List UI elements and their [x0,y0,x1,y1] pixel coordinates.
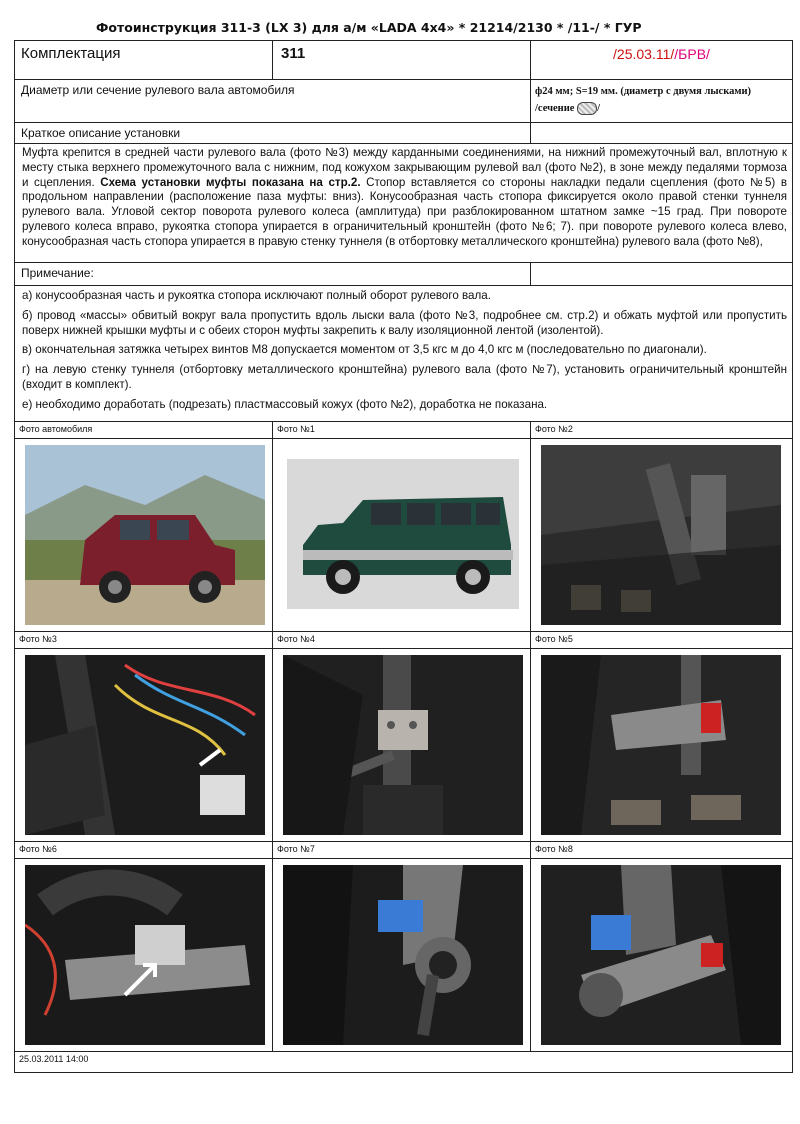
pedals-image [541,445,781,625]
shaft-value-line1: ф24 мм; S=19 мм. (диаметр с двумя лысками) [535,86,752,97]
car-green-image [283,445,523,625]
photo-label: Фото автомобиля [15,421,273,438]
install-text-2: Стопор вставляется со стороны накладки педали сцепления (фото №5) в продольном направлении (расположение паза муфты: вниз). Конусообразная часть стопора фиксируется около правой стенки туннеля рулевого вала. Угловой сектор поворота рулевого колеса (амплитуда) при разблокированном штатном замке ~15 град. При повороте рулевого колеса вправо, рукоятка стопора упирается в ограничительный кронштейн (фото №6; 7). при повороте рулевого колеса влево, конусообразная часть стопора упирается в правую стенку туннеля (в отбортовку металлического кронштейна) рулевого вала (фото №8), [22,175,787,248]
note-item: б) провод «массы» обвитый вокруг вала пропустить вдоль лыски вала (фото №3, подробнее см. стр.2) и обжать муфтой или пропустить поверх нижней крышки муфты и с обеих сторон муфты закрепить к валу изоляционной лентой (изолентой). [22,308,787,337]
install-scheme-ref: Схема установки муфты показана на стр.2. [100,175,361,189]
note-item: в) окончательная затяжка четырех винтов М8 допускается моментом от 3,5 кгс м до 4,0 кгс м (последовательно по диагонали). [22,343,707,357]
photo-label: Фото №5 [531,631,793,648]
notes-heading-blank [531,263,793,286]
install-heading: Краткое описание установки [15,123,531,144]
shaft-label: Диаметр или сечение рулевого вала автомобиля [15,80,531,123]
photo-car-green [273,438,531,631]
install-description [15,144,793,263]
photo-4 [273,648,531,841]
photo-label: Фото №2 [531,421,793,438]
revision-date: /25.03.11/ [613,46,675,62]
photo-label: Фото №1 [273,421,531,438]
shaft-section-icon [577,102,597,115]
notes-list [15,286,793,422]
shaft-value [531,80,793,123]
instruction-table [14,40,793,1073]
photo-6 [15,858,273,1051]
revision-mark: /БРВ/ [674,46,710,62]
shaft-value-line2 [535,100,788,117]
photo-label: Фото №8 [531,841,793,858]
photo-7 [273,858,531,1051]
photo-label: Фото №6 [15,841,273,858]
photo-3 [15,648,273,841]
note-item: г) на левую стенку туннеля (отбортовку металлического кронштейна) рулевого вала (фото №7), установить ограничительный кронштейн (входит в комплект). [22,363,787,391]
photo-8-image [541,865,781,1045]
photo-5 [531,648,793,841]
photo-8 [531,858,793,1051]
photo-5-image [541,655,781,835]
photo-label: Фото №3 [15,631,273,648]
photo-6-image [25,865,265,1045]
photo-pedals [531,438,793,631]
revision-cell [531,41,793,80]
note-item: е) необходимо доработать (подрезать) пластмассовый кожух (фото №2), доработка не показана. [22,397,548,411]
shaft-section-prefix: /сечение [535,103,575,114]
footer-timestamp: 25.03.2011 14:00 [15,1051,793,1072]
shaft-section-suffix: / [597,103,600,114]
kit-label: Комплектация [15,41,273,80]
notes-heading: Примечание: [15,263,531,286]
document-title: Фотоинструкция 311-3 (LX 3) для а/м «LADA 4x4» * 21214/2130 * /11-/ * ГУР [96,20,642,35]
photo-label: Фото №4 [273,631,531,648]
kit-code: 311 [273,41,531,80]
photo-3-image [25,655,265,835]
photo-label: Фото №7 [273,841,531,858]
photo-car-red [15,438,273,631]
install-heading-blank [531,123,793,144]
photo-4-image [283,655,523,835]
photo-7-image [283,865,523,1045]
install-text-1: Муфта крепится в средней части рулевого вала (фото №3) между карданными соединениями, на нижний промежуточный вал, вплотную к месту стыка верхнего промежуточного вала с нижним, под кожухом закрывающим рулевой вал (фото №2), в зоне между педалями тормоза и сцепления. [22,146,787,189]
car-photo-image [25,445,265,625]
note-item: а) конусообразная часть и рукоятка стопора исключают полный оборот рулевого вала. [22,289,491,302]
